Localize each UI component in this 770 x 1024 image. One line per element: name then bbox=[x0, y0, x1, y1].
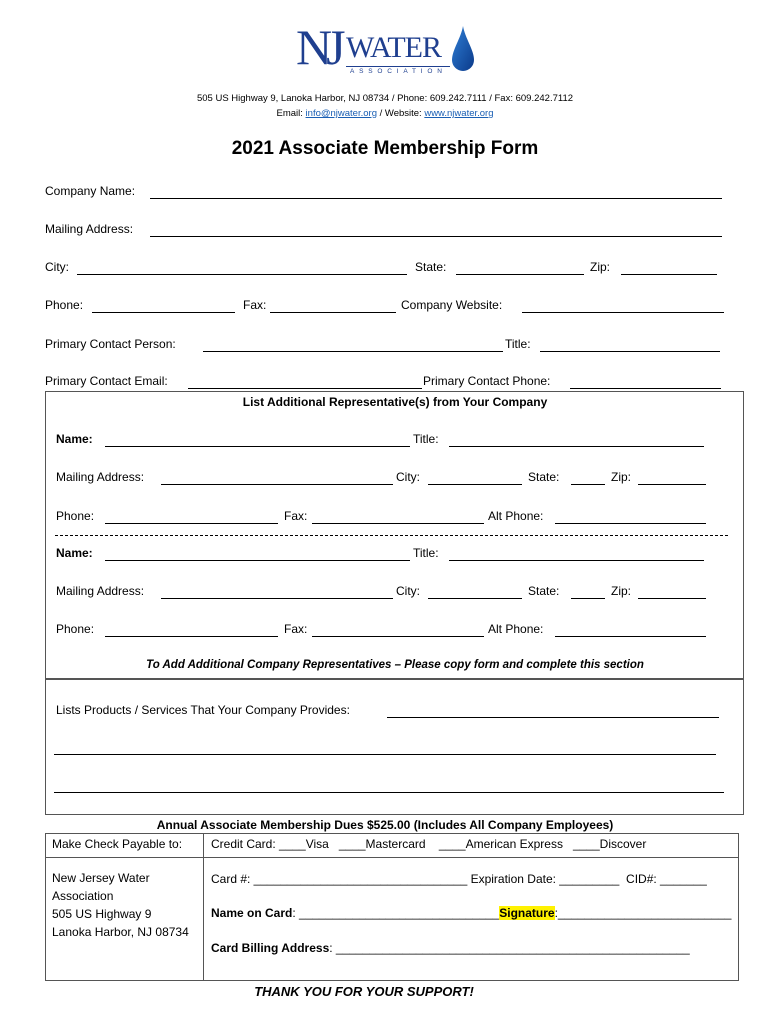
city-label: City: bbox=[45, 260, 69, 274]
state-field[interactable] bbox=[456, 274, 584, 275]
credit-card-underline bbox=[203, 857, 739, 858]
rep2-alt-phone-label: Alt Phone: bbox=[488, 622, 544, 636]
rep2-title-field[interactable] bbox=[449, 560, 704, 561]
header-email-website bbox=[0, 108, 770, 119]
rep2-city-label: City: bbox=[396, 584, 420, 598]
rep1-name-label: Name: bbox=[56, 432, 93, 446]
rep1-title-label: Title: bbox=[413, 432, 439, 446]
rep1-city-label: City: bbox=[396, 470, 420, 484]
website-label: / Website: bbox=[376, 108, 425, 119]
products-field-2[interactable] bbox=[54, 754, 716, 755]
rep2-state-label: State: bbox=[528, 584, 560, 598]
rep1-zip-field[interactable] bbox=[638, 484, 706, 485]
logo bbox=[296, 18, 476, 82]
rep2-name-label: Name: bbox=[56, 546, 93, 560]
reps-note: To Add Additional Company Representatives – Please copy form and complete this section bbox=[146, 659, 644, 671]
mailing-address-field[interactable] bbox=[150, 236, 722, 237]
name-on-card-label: Name on Card bbox=[211, 906, 293, 920]
mailing-address-label: Mailing Address: bbox=[45, 222, 134, 236]
contact-title-label: Title: bbox=[505, 337, 531, 351]
phone-label: Phone: bbox=[45, 298, 84, 312]
card-number-row[interactable]: Card #: ________________________________ Expiration Date: _________ CID#: _______ bbox=[211, 872, 707, 886]
rep1-city-field[interactable] bbox=[428, 484, 522, 485]
payable-label: Make Check Payable to: bbox=[52, 837, 183, 851]
rep2-fax-label: Fax: bbox=[284, 622, 308, 636]
rep1-zip-label: Zip: bbox=[611, 470, 632, 484]
name-on-card-field[interactable]: : ______________________________ bbox=[292, 906, 500, 920]
fax-field[interactable] bbox=[270, 312, 396, 313]
rep1-title-field[interactable] bbox=[449, 446, 704, 447]
rep1-mailing-field[interactable] bbox=[161, 484, 393, 485]
city-field[interactable] bbox=[77, 274, 407, 275]
rep2-state-field[interactable] bbox=[571, 598, 605, 599]
payable-underline bbox=[45, 857, 203, 858]
signature-label: Signature bbox=[499, 906, 555, 920]
email-link[interactable]: info@njwater.org bbox=[305, 108, 377, 119]
state-label: State: bbox=[415, 260, 447, 274]
products-field-1[interactable] bbox=[387, 717, 719, 718]
zip-field[interactable] bbox=[621, 274, 717, 275]
products-label: Lists Products / Services That Your Company Provides: bbox=[56, 703, 350, 717]
payment-divider bbox=[203, 833, 204, 981]
primary-contact-label: Primary Contact Person: bbox=[45, 337, 176, 351]
rep1-alt-phone-field[interactable] bbox=[555, 523, 706, 524]
primary-phone-field[interactable] bbox=[570, 388, 721, 389]
rep1-phone-label: Phone: bbox=[56, 509, 95, 523]
company-website-field[interactable] bbox=[522, 312, 724, 313]
fax-label: Fax: bbox=[243, 298, 267, 312]
company-website-label: Company Website: bbox=[401, 298, 503, 312]
billing-field[interactable]: : _____________________________________________________ bbox=[329, 941, 690, 955]
rep2-zip-label: Zip: bbox=[611, 584, 632, 598]
rep1-name-field[interactable] bbox=[105, 446, 410, 447]
rep2-mailing-field[interactable] bbox=[161, 598, 393, 599]
water-drop-icon bbox=[452, 26, 474, 72]
company-name-label: Company Name: bbox=[45, 184, 136, 198]
payee-line4: Lanoka Harbor, NJ 08734 bbox=[52, 925, 189, 939]
rep1-fax-label: Fax: bbox=[284, 509, 308, 523]
email-label: Email: bbox=[276, 108, 306, 119]
website-link[interactable]: www.njwater.org bbox=[424, 108, 494, 119]
form-title: 2021 Associate Membership Form bbox=[231, 138, 539, 159]
products-box bbox=[45, 679, 744, 815]
rep2-mailing-label: Mailing Address: bbox=[56, 584, 145, 598]
payee-line1: New Jersey Water bbox=[52, 871, 150, 885]
rep2-phone-label: Phone: bbox=[56, 622, 95, 636]
logo-nj: NJ bbox=[296, 19, 340, 75]
signature-field[interactable]: :__________________________ bbox=[554, 906, 732, 920]
header-address: 505 US Highway 9, Lanoka Harbor, NJ 08734 / Phone: 609.242.7111 / Fax: 609.242.7112 bbox=[196, 93, 574, 104]
phone-field[interactable] bbox=[92, 312, 235, 313]
rep1-alt-phone-label: Alt Phone: bbox=[488, 509, 544, 523]
thank-you-footer: THANK YOU FOR YOUR SUPPORT! bbox=[254, 984, 474, 999]
primary-email-field[interactable] bbox=[188, 388, 422, 389]
rep1-state-label: State: bbox=[528, 470, 560, 484]
primary-phone-label: Primary Contact Phone: bbox=[423, 374, 551, 388]
rep-divider bbox=[55, 535, 728, 536]
zip-label: Zip: bbox=[590, 260, 611, 274]
rep2-fax-field[interactable] bbox=[312, 636, 484, 637]
products-field-3[interactable] bbox=[54, 792, 724, 793]
rep2-alt-phone-field[interactable] bbox=[555, 636, 706, 637]
rep2-phone-field[interactable] bbox=[105, 636, 278, 637]
rep2-city-field[interactable] bbox=[428, 598, 522, 599]
dues-heading: Annual Associate Membership Dues $525.00 (Includes All Company Employees) bbox=[156, 818, 614, 832]
rep1-mailing-label: Mailing Address: bbox=[56, 470, 145, 484]
rep2-title-label: Title: bbox=[413, 546, 439, 560]
company-name-field[interactable] bbox=[150, 198, 722, 199]
contact-title-field[interactable] bbox=[540, 351, 720, 352]
credit-card-options[interactable]: Credit Card: ____Visa ____Mastercard ____American Express ____Discover bbox=[211, 837, 647, 851]
primary-contact-field[interactable] bbox=[203, 351, 503, 352]
name-signature-row bbox=[211, 906, 731, 920]
billing-label: Card Billing Address bbox=[211, 941, 330, 955]
logo-association: ASSOCIATION bbox=[350, 68, 447, 75]
payee-line2: Association bbox=[52, 889, 114, 903]
rep1-state-field[interactable] bbox=[571, 484, 605, 485]
rep2-zip-field[interactable] bbox=[638, 598, 706, 599]
reps-heading: List Additional Representative(s) from Your Company bbox=[242, 395, 548, 409]
rep2-name-field[interactable] bbox=[105, 560, 410, 561]
rep1-fax-field[interactable] bbox=[312, 523, 484, 524]
logo-water: WATER bbox=[346, 31, 441, 64]
primary-email-label: Primary Contact Email: bbox=[45, 374, 168, 388]
rep1-phone-field[interactable] bbox=[105, 523, 278, 524]
payee-line3: 505 US Highway 9 bbox=[52, 907, 152, 921]
billing-row bbox=[211, 941, 690, 955]
